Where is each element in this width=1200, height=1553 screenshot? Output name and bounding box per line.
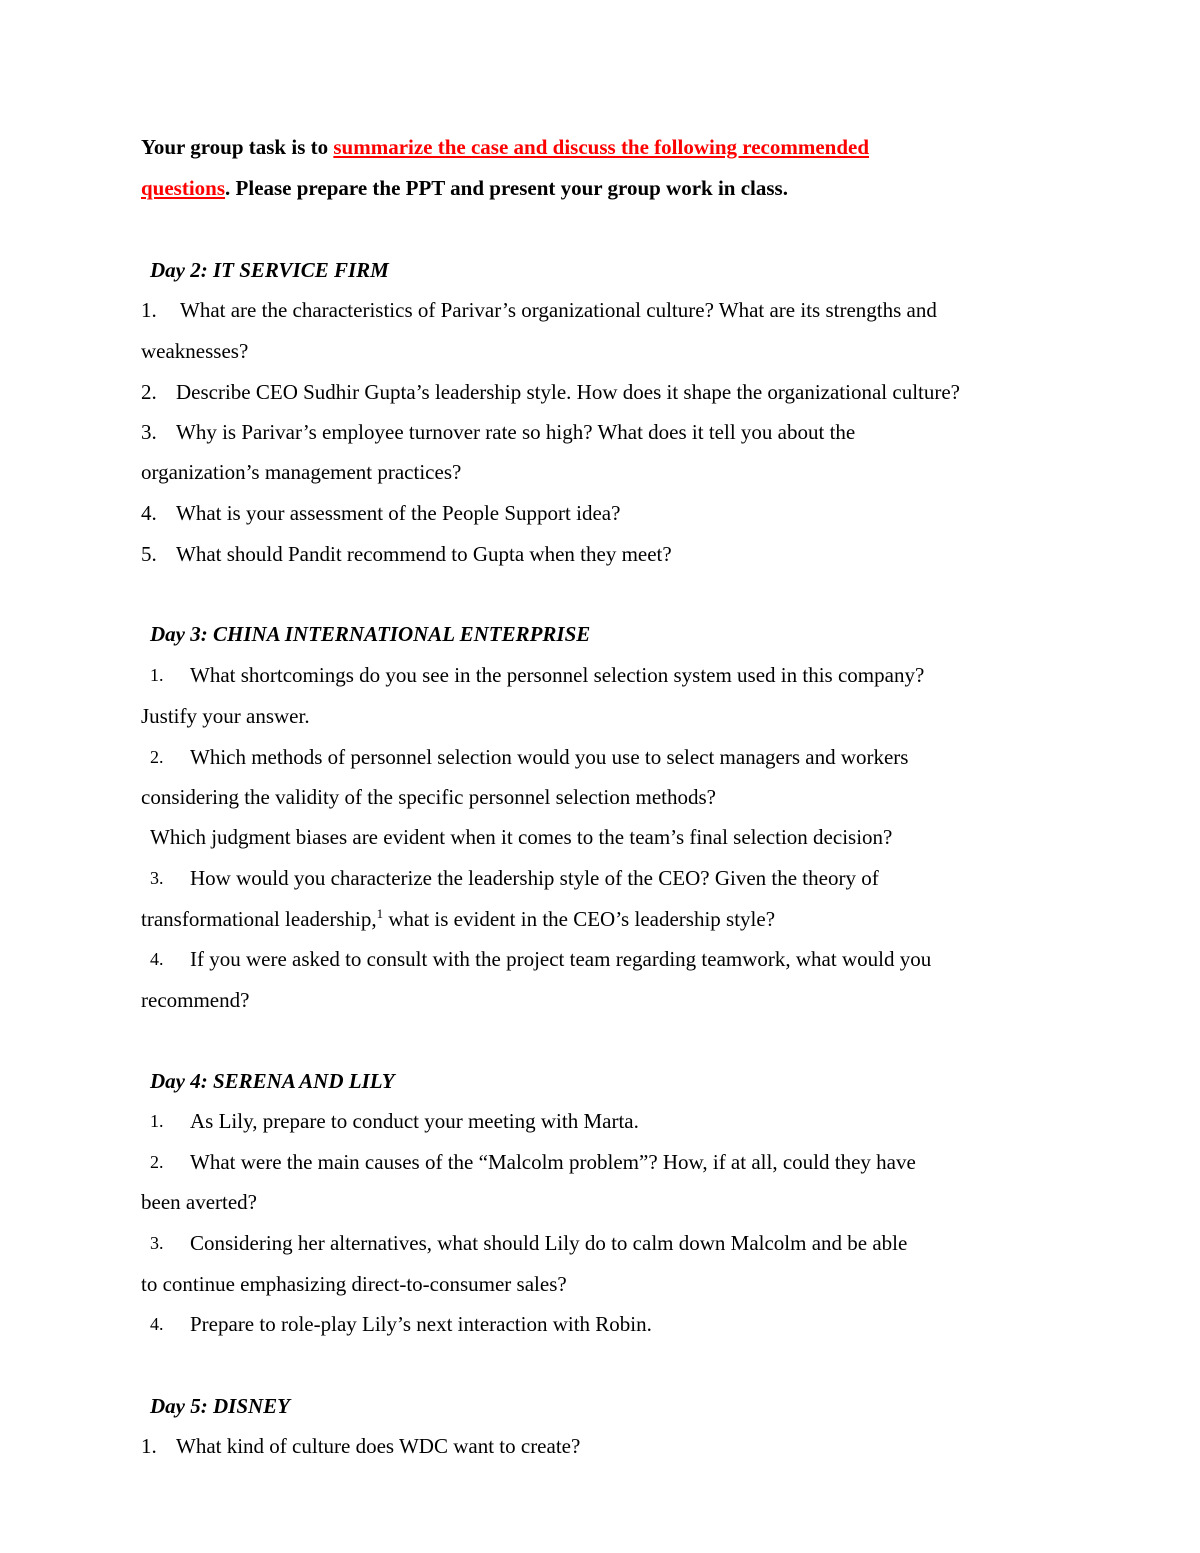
item-number: 2. — [141, 380, 157, 404]
intro-suffix: . Please prepare the PPT and present your group work in class. — [225, 176, 788, 200]
item-text: Which judgment biases are evident when it comes to the team’s final selection decision? — [150, 825, 893, 849]
item-text: Why is Parivar’s employee turnover rate so high? What does it tell you about the — [176, 420, 856, 444]
item-text: If you were asked to consult with the project team regarding teamwork, what would you — [190, 947, 932, 971]
item-text: What were the main causes of the “Malcolm problem”? How, if at all, could they have — [190, 1150, 916, 1174]
item-text: What is your assessment of the People Support idea? — [176, 501, 621, 525]
item-number: 3. — [141, 420, 157, 444]
item-number: 1. — [141, 1434, 157, 1458]
item-number: 4. — [141, 501, 157, 525]
intro-line-1 — [141, 133, 869, 161]
item-text: to continue emphasizing direct-to-consumer sales? — [141, 1272, 567, 1296]
section-heading: Day 2: IT SERVICE FIRM — [150, 258, 389, 282]
item-text: How would you characterize the leadership style of the CEO? Given the theory of — [190, 866, 879, 890]
section-heading: Day 5: DISNEY — [150, 1394, 290, 1418]
item-number: 1. — [150, 665, 164, 685]
item-text: recommend? — [141, 988, 250, 1012]
item-text: Considering her alternatives, what should Lily do to calm down Malcolm and be able — [190, 1231, 908, 1255]
item-text: What should Pandit recommend to Gupta when they meet? — [176, 542, 672, 566]
item-text-with-footnote — [141, 905, 775, 933]
item-number: 5. — [141, 542, 157, 566]
item-text: weaknesses? — [141, 339, 249, 363]
item-text: What are the characteristics of Parivar’s organizational culture? What are its strengths and — [180, 298, 937, 322]
item-text: been averted? — [141, 1190, 258, 1214]
intro-highlight-2: questions — [141, 176, 226, 200]
item-text: transformational leadership, — [141, 907, 377, 931]
item-text: considering the validity of the specific personnel selection methods? — [141, 785, 716, 809]
item-number: 3. — [150, 1233, 164, 1253]
item-text: organization’s management practices? — [141, 460, 462, 484]
footnote-marker: 1 — [376, 906, 384, 921]
item-number: 4. — [150, 949, 164, 969]
intro-line-2 — [141, 174, 788, 202]
intro-highlight-1: summarize the case and discuss the following recommended — [333, 135, 870, 159]
section-heading: Day 4: SERENA AND LILY — [150, 1069, 395, 1093]
item-number: 3. — [150, 868, 164, 888]
item-text: what is evident in the CEO’s leadership style? — [388, 907, 776, 931]
item-text: As Lily, prepare to conduct your meeting with Marta. — [190, 1109, 639, 1133]
item-text: Justify your answer. — [141, 704, 310, 728]
item-number: 2. — [150, 747, 164, 767]
item-number: 4. — [150, 1314, 164, 1334]
item-text: Prepare to role-play Lily’s next interaction with Robin. — [190, 1312, 652, 1336]
item-number: 2. — [150, 1152, 164, 1172]
item-text: Which methods of personnel selection would you use to select managers and workers — [190, 745, 909, 769]
item-number: 1. — [150, 1111, 164, 1131]
section-heading: Day 3: CHINA INTERNATIONAL ENTERPRISE — [150, 622, 591, 646]
item-text: What kind of culture does WDC want to create? — [176, 1434, 581, 1458]
item-text: What shortcomings do you see in the personnel selection system used in this company? — [190, 663, 925, 687]
item-number: 1. — [141, 298, 157, 322]
item-text: Describe CEO Sudhir Gupta’s leadership style. How does it shape the organizational culture? — [176, 380, 960, 404]
intro-prefix: Your group task is to — [141, 135, 334, 159]
